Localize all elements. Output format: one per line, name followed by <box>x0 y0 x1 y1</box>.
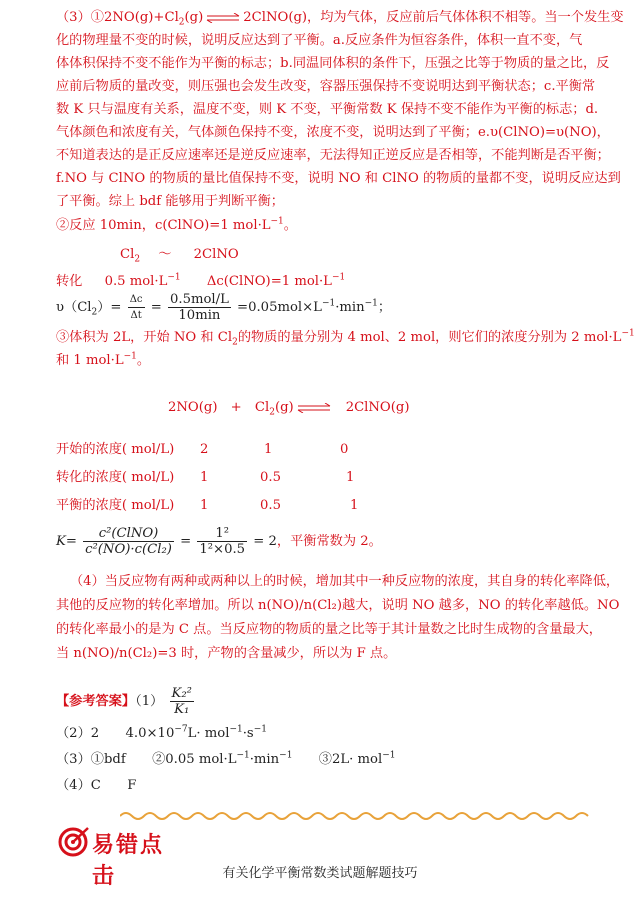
text-line: 应前后物质的量改变，则压强也会发生改变，容器压强保持不变说明达到平衡状态；c.平衡常 <box>56 79 596 94</box>
wave-divider <box>120 809 590 823</box>
conversion-line: 转化 0.5 $mol\cdot L^{-1}$ Δc(ClNO)=1 $mol\cdot L^{-1}$ <box>56 272 346 289</box>
text-line: （4）当反应物有两种或两种以上的时候，增加其中一种反应物的浓度，其自身的转化率降低， <box>70 574 620 589</box>
equilibrium-equation: 2NO(g) + $Cl_2(g)$ 2ClNO(g) <box>168 400 410 418</box>
answer-4: （4）C F <box>56 778 137 793</box>
logo-text: 易错点击 <box>92 833 165 889</box>
text-line: 当 n(NO)/n(Cl₂)=3 时，产物的含量减少，所以为 F 点。 <box>56 646 397 661</box>
text-line: $(3)①2NO(g)+Cl_2(g)$ 2ClNO(g)，均为气体，反应前后气体体积不相等。当一个发生变 <box>56 10 624 28</box>
text-line: 其他的反应物的转化率增加。所以 n(NO)/n(Cl₂)越大，说明 NO 越多，NO 的转化率越低。NO <box>56 598 620 613</box>
text-line: ③体积为 2L，开始 NO 和 $Cl_2$的物质的量分别为 4 mol、2 mol，则它们的浓度分别为 2 $mol\cdot L^{-1}$ <box>56 328 635 348</box>
footer-title: 有关化学平衡常数类试题解题技巧 <box>222 866 418 881</box>
text-line: ②反应 10min，c(ClNO)=1 $mol\cdot L^{-1}$。 <box>56 216 297 233</box>
text-line: 气体颜色和浓度有关，气体颜色保持不变，浓度不变，说明达到了平衡；e.υ(ClNO)=υ(NO)， <box>56 125 610 140</box>
text-line: 体体积保持不变不能作为平衡的标志；b.同温同体积的条件下，压强之比等于物质的量之比，反 <box>56 56 610 71</box>
text-line: 化的物理量不变的时候，说明反应达到了平衡。a.反应条件为恒容条件，体积一直不变，气 <box>56 33 583 48</box>
text-line: f.NO 与 ClNO 的物质的量比值保持不变，说明 NO 和 ClNO 的物质的量都不变，说明反应达到 <box>56 171 621 186</box>
answer-1: 【参考答案】（1） $\frac{\text{K₂²}}{\text{K₁}}$ <box>56 686 192 717</box>
target-icon <box>58 826 90 858</box>
text-line: 和 1 $mol\cdot L^{-1}$。 <box>56 351 151 368</box>
text-line: 的转化率最小的是为 C 点。当反应物的物质的量之比等于其计量数之比时生成物的含量最大， <box>56 622 602 637</box>
rate-formula: $\upsilon(Cl_2)=$ $\frac{\Delta c}{\Delta t}$ = $\frac{\text{0.5mol/L}}{10\min}$ $=0.05mol\times L^{-1}\cdot\min^{-1}$； <box>56 292 392 323</box>
answer-3: （3）①bdf ②0.05 $mol\cdot L^{-1}\cdot\min^{-1}$ ③2L· mol$^{-1}$ <box>56 750 396 767</box>
document-page: $(3)①2NO(g)+Cl_2(g)$ 2ClNO(g)，均为气体，反应前后气体体积不相等。当一个发生变 化的物理量不变的时候，说明反应达到了平衡。a.反应条件为恒容条件，体积一直不变，气 体体积保持不变不能作为平衡的标志；b.同温同体积的条件下，压强之比等于物质的量之比，反 应前后物质的量改变，则压强也会发生改变，容器压强保持不变说明达到平衡状态；c.平衡常 数 K 只与温度有关系，温度不变，则 K 不变，平衡常数 K 保持不变不能作为平衡的标志；d. 气体颜色和浓度有关，气体颜色保持不变，浓度不变，说明达到了平衡；e.υ(ClNO)=υ(NO)， 不知道表达的是正反应速率还是逆反应速率，无法得知正逆反应是否相等，不能判断是否平衡； f.NO 与 ClNO 的物质的量比值保持不变，说明 NO 和 ClNO 的物质的量都不变，说明反应达到 了平衡。综上 bdf 能够用于判断平衡； ②反应 10min，c(ClNO)=1 $mol\cdot L^{-1}$。 $Cl_2$ ～ 2ClNO 转化 0.5 $mol\cdot L^{-1}$ Δc(ClNO)=1 $mol\cdot L^{-1}$ $\upsilon(Cl_2)=$ $\frac{\Delta c}{\Delta t}$ = $\frac{\text{0.5mol/L}}{10\min}$ $=0.05mol\times L^{-1}\cdot\min^{-1}$； ③体积为 2L，开始 NO 和 $Cl_2$的物质的量分别为 4 mol、2 mol，则它们的浓度分别为 2 $mol\cdot L^{-1}$ 和 1 $mol\cdot L^{-1}$。 2NO(g) + $Cl_2(g)$ 2ClNO(g) 开始的浓度( mol/L) 2 1 0 转化的浓度( mol/L) 1 0.5 1 平衡的浓度( mol/L) 1 0.5 1 K= $\frac{\text{c²(ClNO)}}{\text{c²(NO)·c(Cl₂)}}$ = $\frac{\text{1²}}{\text{1²×0.5}}$ = 2，平衡常数为 2。 （4）当反应物有两种或两种以上的时候，增加其中一种反应物的浓度，其自身的转化率降低， 其他的反应物的转化率增加。所以 n(NO)/n(Cl₂)越大，说明 NO 越多，NO 的转化率越低。NO 的转化率最小的是为 C 点。当反应物的物质的量之比等于其计量数之比时生成物的含量最大， 当 n(NO)/n(Cl₂)=3 时，产物的含量减少，所以为 F 点。 【参考答案】（1） $\frac{\text{K₂²}}{\text{K₁}}$ （2）2 $4.0\times 10^{-7}L\cdot mol^{-1}\cdot s^{-1}$ （3）①bdf ②0.05 $mol\cdot L^{-1}\cdot\min^{-1}$ ③2L· mol$^{-1}$ （4）C F 易错点击 有关化学平衡常数类试题解题技巧 <box>0 0 640 905</box>
text-line: 不知道表达的是正反应速率还是逆反应速率，无法得知正逆反应是否相等，不能判断是否平衡； <box>56 148 610 163</box>
equilibrium-arrow-icon <box>297 403 331 413</box>
answer-2: （2）2 $4.0\times 10^{-7}L\cdot mol^{-1}\cdot s^{-1}$ <box>56 724 267 741</box>
text-line: 了平衡。综上 bdf 能够用于判断平衡； <box>56 194 284 209</box>
k-formula: K= $\frac{\text{c²(ClNO)}}{\text{c²(NO)·c(Cl₂)}}$ = $\frac{\text{1²}}{\text{1²×0.5}}$ = 2，平衡常数为 2。 <box>56 526 382 557</box>
equilibrium-arrow-icon <box>206 13 240 23</box>
text-line: 数 K 只与温度有关系，温度不变，则 K 不变，平衡常数 K 保持不变不能作为平衡的标志；d. <box>56 102 599 117</box>
section-logo <box>58 824 178 889</box>
reaction-ratio-line: $Cl_2$ ～ 2ClNO <box>120 247 239 265</box>
